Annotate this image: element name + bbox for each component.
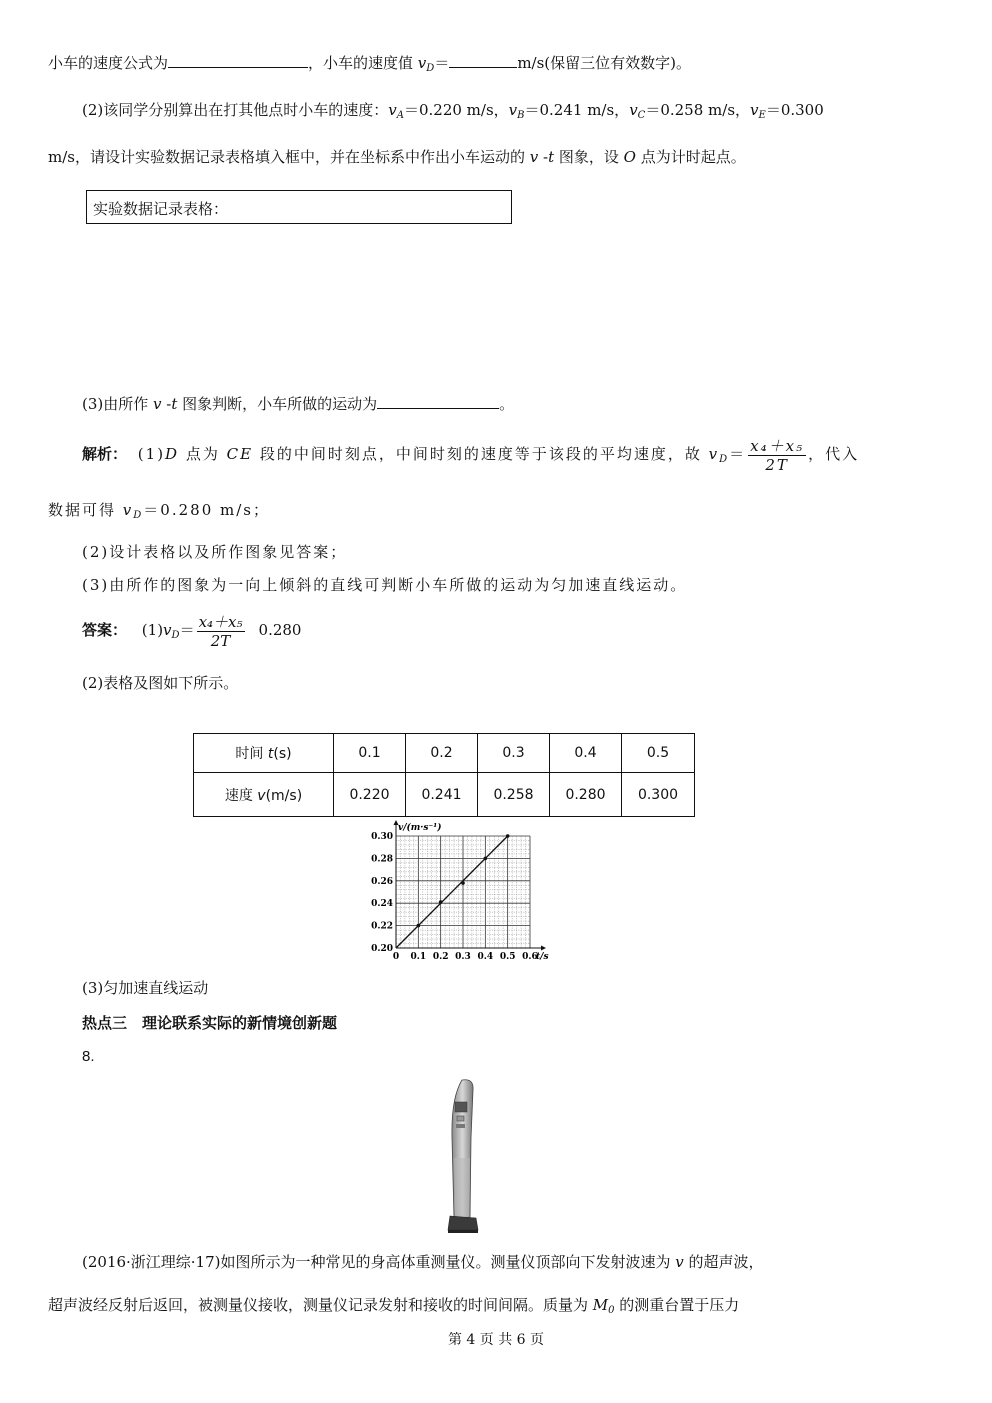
text-segment: 的测重台置于压力 — [614, 1296, 740, 1314]
page-footer: 第 4 页 共 6 页 — [447, 1332, 545, 1348]
text-segment: ＝0.280 m/s； — [143, 501, 270, 519]
fraction — [197, 613, 245, 650]
text-segment: ＝0.300 — [765, 101, 824, 119]
table-cell: 0.4 — [550, 734, 622, 773]
text-segment: (s) — [273, 746, 292, 762]
var-d: D — [165, 445, 180, 463]
text-segment: ＝0.241 m/s， — [524, 101, 630, 119]
y-tick-label: 0.26 — [371, 876, 393, 887]
data-point — [484, 857, 488, 861]
record-box-label: 实验数据记录表格： — [93, 200, 229, 218]
subscript: D — [719, 454, 730, 465]
subscript: D — [171, 630, 180, 641]
data-table — [193, 733, 695, 817]
var-v: v — [417, 54, 427, 72]
record-table-box[interactable] — [86, 190, 512, 224]
text-segment: ，小车的速度值 — [308, 54, 418, 72]
x-tick-label: 0.6 — [522, 952, 538, 962]
question-3 — [82, 394, 514, 414]
analysis-label: 解析： — [82, 445, 128, 463]
text-segment: 数据可得 — [48, 501, 123, 519]
text-segment: 时间 — [235, 746, 268, 762]
text-segment: ＝ — [434, 54, 450, 72]
var-t: t — [267, 746, 274, 762]
graph-grid — [396, 836, 530, 948]
var-v: v — [529, 148, 539, 166]
var-v: v — [257, 787, 266, 804]
text-segment: 图象，设 — [554, 148, 624, 166]
y-tick-label: 0.20 — [371, 944, 393, 954]
table-cell: 0.300 — [622, 773, 695, 817]
text-segment: m/s，请设计实验数据记录表格填入框中，并在坐标系中作出小车运动的 — [48, 148, 530, 166]
x-tick-label: 0.5 — [499, 952, 516, 962]
text-segment: 图象判断，小车所做的运动为 — [177, 395, 378, 413]
analysis-text — [137, 436, 860, 474]
text-segment: 点为 — [179, 445, 227, 463]
text-line-1 — [48, 53, 691, 79]
vt-graph — [368, 820, 558, 962]
text-segment: 的超声波， — [683, 1253, 764, 1271]
text-segment: (2)该同学分别算出在打其他点时小车的速度： — [82, 101, 389, 119]
text-segment: (m/s) — [265, 787, 303, 804]
text-segment: 段的中间时刻点，中间时刻的速度等于该段的平均速度，故 — [253, 445, 709, 463]
text-line-2 — [82, 100, 824, 126]
text-segment: ＝ — [179, 621, 195, 639]
var-v: v — [708, 445, 720, 463]
fraction — [748, 437, 806, 474]
fraction-denominator: 2T — [765, 455, 789, 474]
table-header-speed — [194, 773, 334, 817]
var-v: v — [388, 101, 397, 119]
data-point — [439, 900, 443, 904]
text-segment: (2016·浙江理综·17)如图所示为一种常见的身高体重测量仪。测量仪顶部向下发射波速为 — [82, 1253, 676, 1271]
text-segment: ＝0.258 m/s， — [645, 101, 751, 119]
data-point — [417, 924, 421, 928]
fraction-numerator: x₄＋x₅ — [750, 436, 805, 455]
q8-line-2 — [48, 1295, 739, 1321]
var-v: v — [629, 101, 638, 119]
var-v: v — [750, 101, 759, 119]
text-segment: (1) — [137, 445, 166, 463]
var-m: M — [592, 1296, 609, 1314]
answer-line-3: (3)匀加速直线运动 — [82, 979, 209, 997]
x-tick-label: 0.3 — [455, 952, 471, 962]
subscript: 0 — [608, 1305, 615, 1316]
subscript: D — [426, 63, 435, 74]
text-segment: 超声波经反射后返回，被测量仪接收，测量仪记录发射和接收的时间间隔。质量为 — [48, 1296, 593, 1314]
y-tick-label: 0.30 — [371, 832, 393, 842]
table-cell: 0.258 — [478, 773, 550, 817]
y-axis-label: v/(m·s⁻¹) — [398, 823, 442, 833]
table-row — [194, 734, 695, 773]
analysis-line-4: (3)由所作的图象为一向上倾斜的直线可判断小车所做的运动为匀加速直线运动。 — [82, 576, 688, 594]
subscript: D — [133, 510, 144, 521]
y-tick-label: 0.22 — [371, 921, 393, 932]
fraction-numerator: x₄＋x₅ — [198, 612, 243, 631]
text-segment: (1) — [141, 621, 164, 639]
text-segment: (3)由所作 — [82, 395, 154, 413]
text-segment: 。 — [499, 395, 515, 413]
x-axis-label: t/s — [536, 952, 549, 962]
table-cell: 0.1 — [334, 734, 406, 773]
series-line — [396, 836, 508, 948]
var-v: v — [122, 501, 134, 519]
table-cell: 0.220 — [334, 773, 406, 817]
subscript: B — [517, 110, 525, 121]
x-tick-label: 0.1 — [410, 952, 427, 962]
text-segment: - — [538, 148, 549, 166]
answer-label: 答案： — [82, 621, 128, 639]
question-number-8: 8. — [82, 1048, 95, 1065]
table-cell: 0.280 — [550, 773, 622, 817]
x-tick-label: 0 — [392, 952, 400, 962]
text-segment: ＝ — [729, 445, 747, 463]
var-t: t — [171, 395, 178, 413]
fraction-denominator: 2T — [210, 631, 231, 650]
answer-value: 0.280 — [258, 621, 302, 639]
var-o: O — [623, 148, 636, 166]
text-segment: 小车的速度公式为 — [48, 54, 169, 72]
answer-line-2: (2)表格及图如下所示。 — [82, 674, 239, 692]
var-v: v — [508, 101, 518, 119]
table-cell: 0.3 — [478, 734, 550, 773]
table-header-time — [194, 734, 334, 773]
x-axis-arrow — [541, 946, 546, 951]
y-tick-label: 0.24 — [371, 899, 393, 910]
answer-blank-motion[interactable] — [377, 394, 499, 409]
answer-blank-formula[interactable] — [168, 53, 308, 68]
text-segment: 速度 — [224, 787, 258, 804]
text-line-3 — [48, 147, 746, 167]
graph-series — [396, 834, 509, 948]
table-cell: 0.2 — [406, 734, 478, 773]
data-point — [506, 834, 510, 838]
text-segment: ，代入 — [808, 445, 860, 463]
var-v: v — [163, 621, 172, 639]
section-heading: 热点三 理论联系实际的新情境创新题 — [82, 1014, 338, 1032]
text-segment: ＝0.220 m/s， — [403, 101, 509, 119]
subscript: E — [758, 110, 766, 121]
text-segment: m/s(保留三位有效数字)。 — [517, 54, 692, 72]
analysis-line-3: (2)设计表格以及所作图象见答案； — [82, 543, 348, 561]
table-cell: 0.241 — [406, 773, 478, 817]
analysis-line-1 — [82, 436, 859, 478]
data-point — [461, 881, 465, 885]
q8-line-1 — [82, 1252, 764, 1272]
graph-tick-labels — [371, 822, 548, 962]
var-v: v — [675, 1253, 684, 1271]
analysis-line-2 — [48, 500, 270, 526]
x-tick-label: 0.2 — [432, 952, 449, 962]
table-row — [194, 773, 695, 817]
subscript: A — [396, 110, 404, 121]
x-tick-label: 0.4 — [477, 952, 494, 962]
var-v: v — [153, 395, 162, 413]
answer-blank-value[interactable] — [449, 53, 517, 68]
text-segment: - — [161, 395, 172, 413]
height-scale-device-image — [440, 1078, 488, 1234]
var-t: t — [548, 148, 555, 166]
subscript: C — [637, 110, 646, 121]
table-cell: 0.5 — [622, 734, 695, 773]
y-tick-label: 0.28 — [371, 854, 393, 865]
answer-line-1 — [82, 612, 301, 654]
text-segment: 点为计时起点。 — [635, 148, 746, 166]
var-ce: CE — [226, 445, 254, 463]
